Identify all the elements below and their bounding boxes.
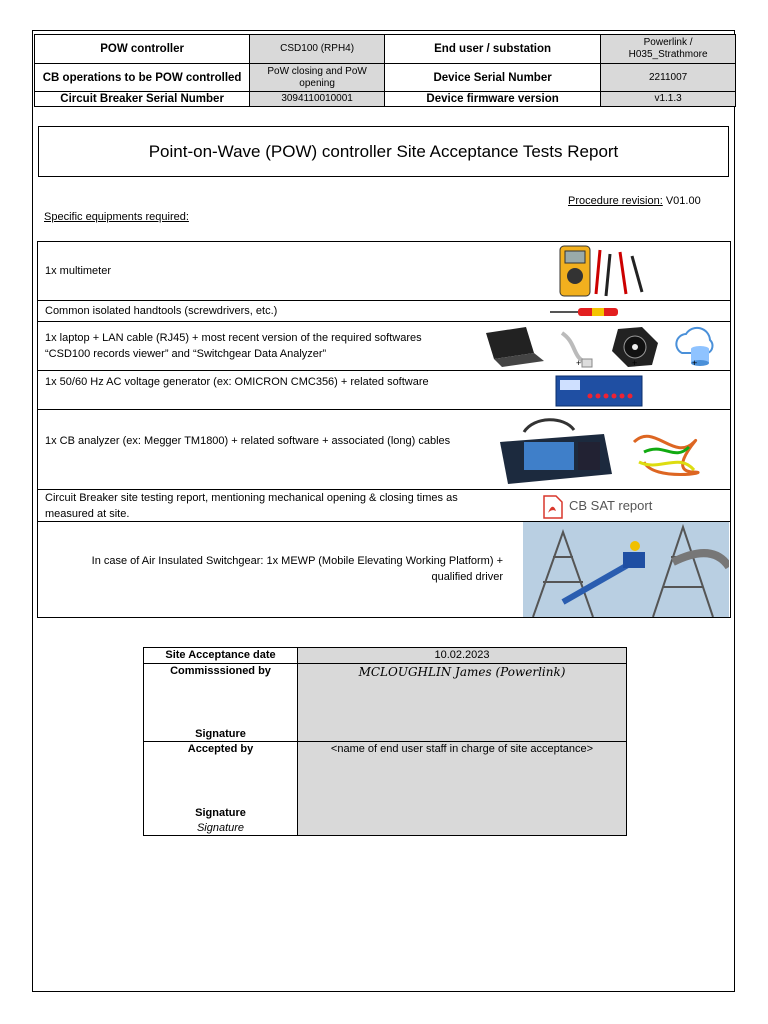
cb-analyzer-icon (494, 412, 714, 488)
site-acceptance-date-label: Site Acceptance date (144, 648, 298, 664)
mewp-photo-icon (523, 522, 729, 617)
commissioned-by-value: MCLOUGHLIN James (Powerlink) (358, 665, 566, 679)
equipment-text: 1x laptop + LAN cable (RJ45) + most recent version of the required softwares “CSD100 records viewer” and “Switchgear Data Analyzer” (45, 332, 422, 360)
commissioned-by-value-cell (298, 664, 627, 742)
end-user-label: End user / substation (384, 35, 600, 64)
cb-sat-report-label: CB SAT report (569, 498, 653, 513)
equipment-text: 1x multimeter (45, 265, 112, 277)
equipment-row (38, 301, 730, 322)
site-acceptance-date-value: 10.02.2023 (298, 648, 627, 664)
equipment-text: Circuit Breaker site testing report, mentioning mechanical opening & closing times as measured at site. (45, 492, 458, 520)
screwdriver-icon (548, 304, 648, 320)
procedure-revision-label: Procedure revision: (568, 195, 663, 207)
plus-sign: + (576, 358, 582, 368)
accepted-by-value-cell (298, 742, 627, 836)
header-table (34, 34, 736, 107)
cb-serial-label: Circuit Breaker Serial Number (35, 92, 250, 107)
equipment-row (38, 371, 730, 410)
equipment-row (38, 322, 730, 371)
commissioned-by-label: Commisssioned by (170, 665, 271, 677)
equipment-row (38, 410, 730, 490)
equipment-row (38, 490, 730, 522)
signature-label: Signature (195, 807, 246, 819)
equipment-row (38, 522, 730, 617)
voltage-generator-icon (554, 374, 644, 408)
procedure-revision-value: V01.00 (665, 195, 701, 207)
accepted-by-value: <name of end user staff in charge of site acceptance> (330, 743, 594, 755)
cb-ops-value: PoW closing and PoW opening (250, 64, 385, 92)
multimeter-icon (558, 244, 648, 300)
commissioned-by-cell (144, 664, 298, 742)
signature-label: Signature (195, 728, 246, 740)
firmware-label: Device firmware version (384, 92, 600, 107)
report-title (38, 126, 729, 177)
report-title-text: Point-on-Wave (POW) controller Site Acceptance Tests Report (148, 141, 619, 161)
cb-serial-value: 3094110010001 (250, 92, 385, 107)
device-serial-value: 2211007 (601, 64, 736, 92)
procedure-revision (568, 195, 701, 207)
equipment-row (38, 242, 730, 301)
pdf-icon (542, 495, 564, 519)
equipment-text: 1x CB analyzer (ex: Megger TM1800) + related software + associated (long) cables (45, 435, 451, 447)
end-user-value: Powerlink / H035_Strathmore (601, 35, 736, 64)
signature-placeholder: Signature (196, 822, 245, 834)
device-serial-label: Device Serial Number (384, 64, 600, 92)
pow-controller-value: CSD100 (RPH4) (250, 35, 385, 64)
accepted-by-cell (144, 742, 298, 836)
firmware-value: v1.1.3 (601, 92, 736, 107)
equipment-text: Common isolated handtools (screwdrivers, etc.) (45, 305, 278, 317)
equipment-heading: Specific equipments required: (44, 211, 189, 223)
equipment-text: 1x 50/60 Hz AC voltage generator (ex: OMICRON CMC356) + related software (45, 376, 429, 388)
cb-ops-label: CB operations to be POW controlled (35, 64, 250, 92)
accepted-by-label: Accepted by (187, 743, 254, 755)
signoff-table (143, 647, 627, 836)
laptop-lan-icon (482, 323, 722, 371)
equipment-table (37, 241, 731, 618)
plus-sign: + (632, 358, 638, 368)
pow-controller-label: POW controller (35, 35, 250, 64)
equipment-text: In case of Air Insulated Switchgear: 1x MEWP (Mobile Elevating Working Platform) + qualified driver (91, 555, 503, 583)
plus-sign: + (692, 358, 698, 368)
